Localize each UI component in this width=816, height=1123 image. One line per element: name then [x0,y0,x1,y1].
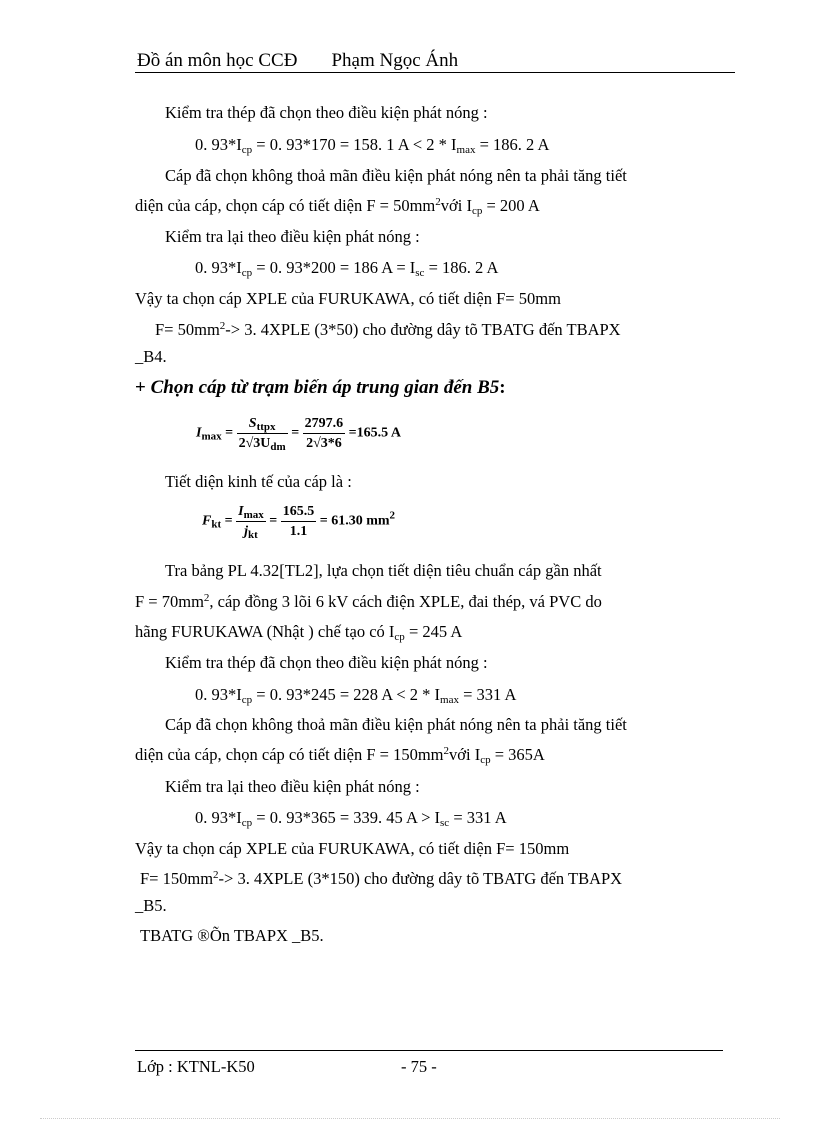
page-number: - 75 - [401,1057,437,1076]
text-line: Kiểm tra thép đã chọn theo điều kiện phát nóng : [165,103,488,122]
text-line: TBATG ®Õn TBAPX _B5. [140,926,324,945]
text-line: Kiểm tra lại theo điều kiện phát nóng : [165,227,420,246]
equation-line: 0. $93*I_{cp} = 0$. 93*245 = 228 $A < 2 * I_{max} = 331$ A [195,685,517,706]
footer-class: Lớp : KTNL-K50 [137,1057,255,1076]
header-rule [135,72,735,73]
text-line: Kiểm tra lại theo điều kiện phát nóng : [165,777,420,796]
text-line: _B5. [135,896,167,915]
text-line: diện của cáp, chọn cáp có tiết diện $F = 50mm^2với$ $I_{cp} = 200$ A [135,196,540,217]
text-line: _B4. [135,347,167,366]
section-heading: + Chọn cáp từ trạm biến áp trung gian đến B5: [135,377,506,398]
text-line: diện của cáp, chọn cáp có tiết diện $F = 150mm^2với$ $I_{cp} = 365A$ [135,745,545,766]
formula-fkt: $F_{kt}$ = $\frac{I_{max}}{j_{kt}}$ = $\frac{165.5}{1.1}$ = 61.30 $mm^2$ [202,504,396,541]
formula-imax: $I_{max}$ = $\frac{S_{ttpx}}{2√3U_{dm}}$ = $\frac{2797.6}{2√3*6}$ =165.5 A [196,416,401,453]
page-bottom-edge [40,1118,780,1119]
text-line: Vậy ta chọn cáp XPLE của FURUKAWA, có tiết diện F= 50mm [135,289,561,308]
text-line: Kiểm tra thép đã chọn theo điều kiện phát nóng : [165,653,488,672]
text-line: $F = 70mm^2$, cáp đồng 3 lõi 6 kV cách điện XPLE, đai thép, vá PVC do [135,592,602,611]
page-header [137,50,458,72]
course-title: Đồ án môn học CCĐ [137,50,298,71]
equation-line: 0. $93*I_{cp} = 0$. 93*200 = 186 $A = I_{sc} = 186$. 2 A [195,258,499,279]
text-line: Cáp đã chọn không thoả mãn điều kiện phát nóng nên ta phải tăng tiết [165,715,627,734]
text-line: $F= 50mm^2-> 3$. 4XPLE (3*50) cho đường dây tõ TBATG đến TBAPX [155,320,621,339]
footer-rule [135,1050,723,1051]
author-name: Phạm Ngọc Ánh [331,50,459,71]
text-line: Cáp đã chọn không thoả mãn điều kiện phát nóng nên ta phải tăng tiết [165,166,627,185]
equation-line: 0. $93*I_{cp} = 0$. 93*170 = 158. 1 $A < 2 * I_{max} = 186$. 2 A [195,135,550,156]
equation-line: 0. $93*I_{cp} = 0$. 93*365 = 339. 45 $A > I_{sc} = 331$ A [195,808,507,829]
text-line: Tra bảng PL 4.32[TL2], lựa chọn tiết diện tiêu chuẩn cáp gần nhất [165,561,602,580]
text-line: hãng FURUKAWA (Nhật ) chế tạo có $I_{cp} = 245$ A [135,622,463,643]
text-line: Vậy ta chọn cáp XPLE của FURUKAWA, có tiết diện F= 150mm [135,839,570,858]
text-line: Tiết diện kinh tế của cáp là : [165,472,352,491]
text-line: $F= 150mm^2-> 3$. 4XPLE (3*150) cho đường dây tõ TBATG đến TBAPX [140,869,623,888]
